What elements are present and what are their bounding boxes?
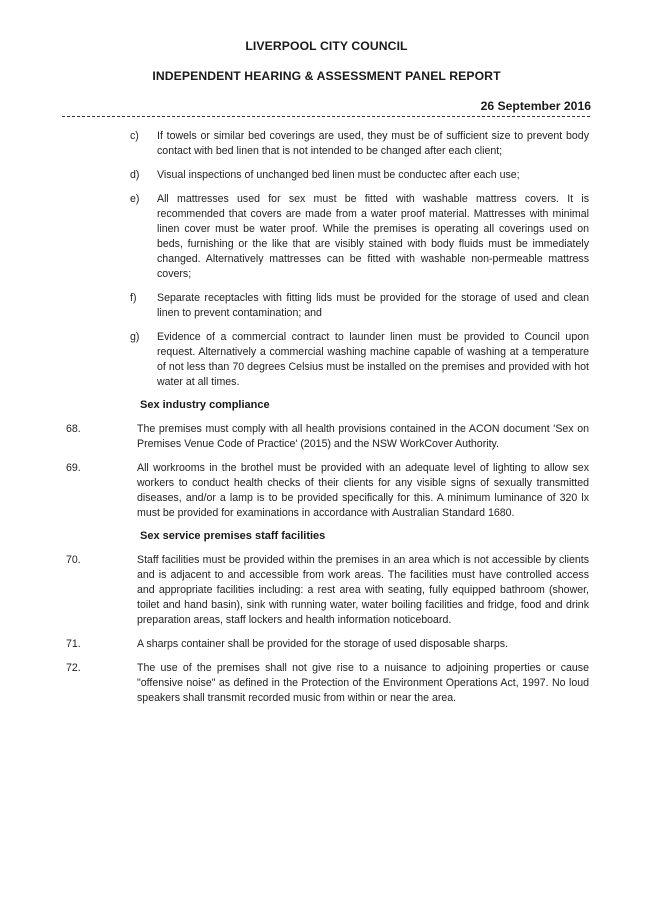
list-item xyxy=(0,129,653,159)
item-label: f) xyxy=(130,292,137,304)
condition-text: The use of the premises shall not give rise to a nuisance to adjoining properties or cause "offensive noise" as defined in the Protection of the Environment Operations Act, 1997. No loud speakers shall transmit recorded music from within or near the area. xyxy=(137,662,589,704)
report-date: 26 September 2016 xyxy=(480,99,591,113)
condition-number: 69. xyxy=(66,462,81,474)
condition-text: A sharps container shall be provided for the storage of used disposable sharps. xyxy=(137,638,509,650)
condition-number: 68. xyxy=(66,423,81,435)
condition-text: The premises must comply with all health provisions contained in the ACON document 'Sex on Premises Venue Code of Practice' (2015) and the NSW WorkCover Authority. xyxy=(137,423,589,450)
item-text: If towels or similar bed coverings are used, they must be of sufficient size to prevent body contact with bed linen that is not intended to be changed after each client; xyxy=(157,130,589,157)
condition-number: 71. xyxy=(66,638,81,650)
condition-number: 72. xyxy=(66,662,81,674)
condition-item xyxy=(0,637,653,652)
condition-item xyxy=(0,422,653,452)
item-label: c) xyxy=(130,130,139,142)
condition-number: 70. xyxy=(66,554,81,566)
item-label: d) xyxy=(130,169,140,181)
list-item xyxy=(0,291,653,321)
item-text: All mattresses used for sex must be fitted with washable mattress covers. It is recommended that covers are made from a water proof material. Mattresses with minimal linen cover must be water proof. While the premises is operating all coverings used on beds, furnishing or the like that are visibly stained with body fluids must be immediately changed. Alternatively mattresses can be fitted with washable non-permeable mattress covers; xyxy=(157,193,589,280)
condition-item xyxy=(0,553,653,628)
condition-text: All workrooms in the brothel must be provided with an adequate level of lighting to allow sex workers to conduct health checks of their clients for any visible signs of sexually transmitted diseases, and/or a lamp is to be provided specifically for this. A minimum luminance of 320 lx must be provided for examinations in accordance with Australian Standard 1680. xyxy=(137,462,589,519)
document-body xyxy=(0,129,653,706)
condition-item xyxy=(0,461,653,521)
item-text: Separate receptacles with fitting lids must be provided for the storage of used and clean linen to prevent contamination; and xyxy=(157,292,589,319)
item-text: Evidence of a commercial contract to launder linen must be provided to Council upon request. Alternatively a commercial washing machine capable of washing at a temperature of not less than 70 degrees Celsius must be installed on the premises and provided with hot water at all times. xyxy=(157,331,589,388)
section-heading: Sex service premises staff facilities xyxy=(140,530,326,542)
report-title: INDEPENDENT HEARING & ASSESSMENT PANEL REPORT xyxy=(152,69,501,83)
section-heading: Sex industry compliance xyxy=(140,399,270,411)
item-label: g) xyxy=(130,331,140,343)
header-divider xyxy=(62,116,590,117)
council-title: LIVERPOOL CITY COUNCIL xyxy=(245,39,408,53)
item-text: Visual inspections of unchanged bed linen must be conductec after each use; xyxy=(157,169,520,181)
list-item xyxy=(0,192,653,282)
condition-text: Staff facilities must be provided within the premises in an area which is not accessible by clients and is adjacent to and accessible from work areas. The facilities must have controlled access and appropriate facilities including: a rest area with seating, fully equipped bathroom (shower, toilet and hand basin), sink with running water, water boiling facilities and fridge, food and drink preparation areas, staff lockers and health information noticeboard. xyxy=(137,554,589,626)
condition-item xyxy=(0,661,653,706)
list-item xyxy=(0,330,653,390)
list-item xyxy=(0,168,653,183)
item-label: e) xyxy=(130,193,140,205)
